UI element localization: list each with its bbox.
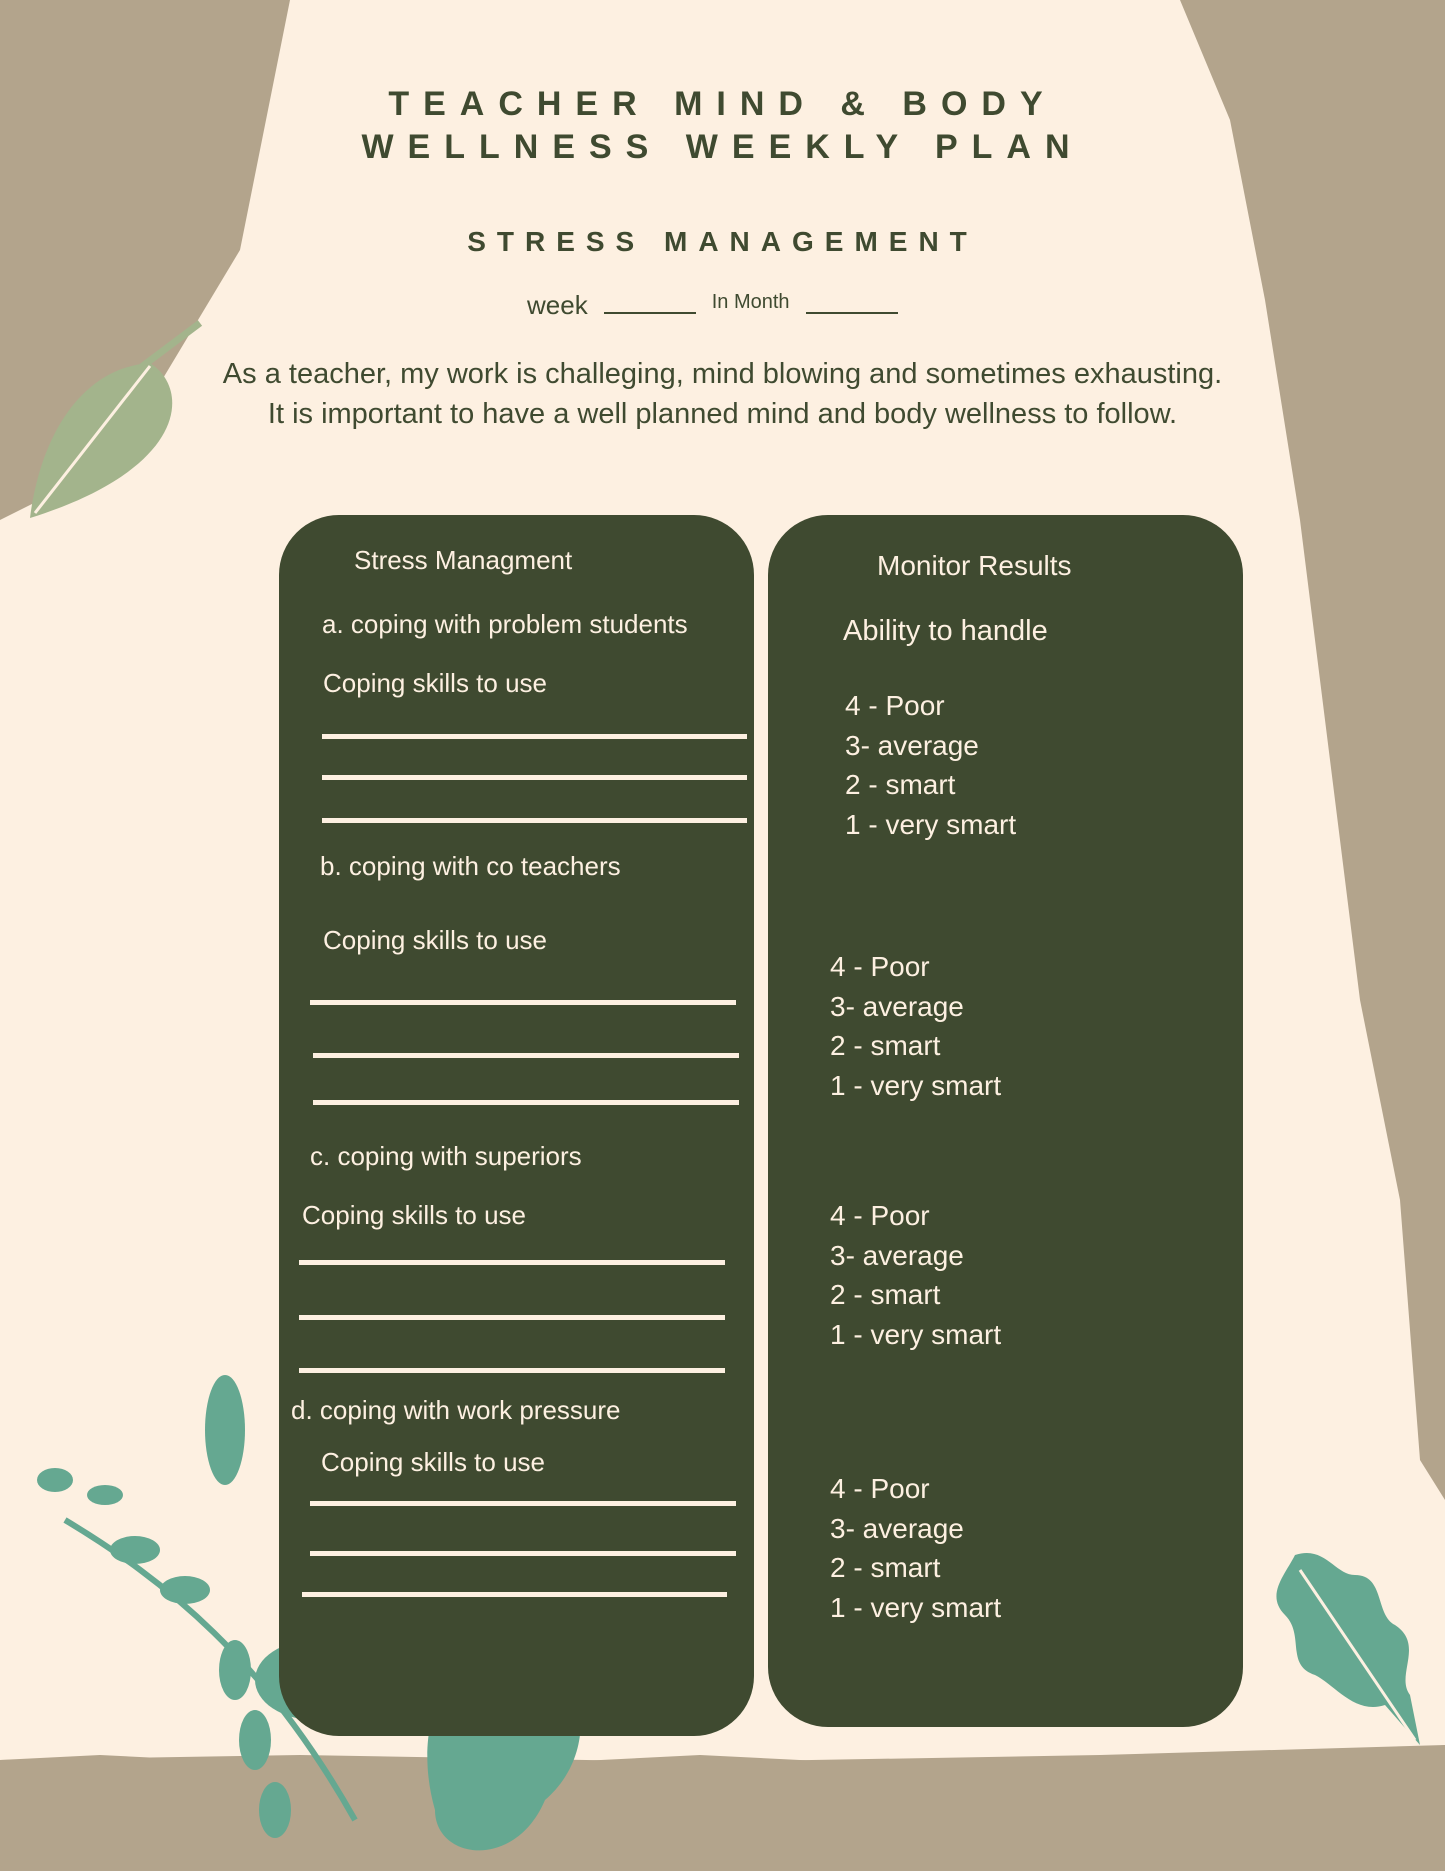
answer-line[interactable] — [322, 818, 747, 823]
rating-option[interactable]: 3- average — [830, 990, 964, 1022]
rating-option[interactable]: 1 - very smart — [830, 1069, 1002, 1101]
rating-option[interactable]: 1 - very smart — [830, 1591, 1002, 1623]
left-panel-heading: Stress Managment — [354, 545, 573, 575]
month-label: In Month — [711, 291, 790, 313]
section-c-title: c. coping with superiors — [310, 1141, 582, 1171]
section-b-title: b. coping with co teachers — [320, 851, 621, 881]
rating-scale-d — [830, 1469, 1001, 1627]
section-title: STRESS MANAGEMENT — [467, 226, 978, 257]
rating-option[interactable]: 3- average — [830, 1239, 964, 1271]
answer-line[interactable] — [322, 775, 747, 780]
answer-line[interactable] — [299, 1368, 725, 1373]
section-d-title: d. coping with work pressure — [291, 1395, 621, 1425]
right-panel-heading: Monitor Results — [877, 550, 1072, 581]
answer-line[interactable] — [310, 1501, 736, 1506]
section-b-prompt: Coping skills to use — [323, 925, 547, 955]
rating-option[interactable]: 1 - very smart — [845, 808, 1017, 840]
rating-scale-c — [830, 1196, 1001, 1354]
rating-option[interactable]: 1 - very smart — [830, 1318, 1002, 1350]
intro-line-1: As a teacher, my work is challeging, mind blowing and sometimes exhausting. — [222, 358, 1223, 390]
page-title-line-2: WELLNESS WEEKLY PLAN — [361, 128, 1084, 166]
answer-line[interactable] — [310, 1551, 736, 1556]
answer-line[interactable] — [313, 1100, 739, 1105]
month-blank[interactable] — [806, 312, 898, 314]
rating-option[interactable]: 4 - Poor — [845, 690, 945, 721]
rating-option[interactable]: 2 - smart — [845, 769, 956, 800]
section-d-prompt: Coping skills to use — [321, 1447, 545, 1477]
week-month-fields — [527, 290, 914, 321]
section-a-title: a. coping with problem students — [322, 609, 688, 639]
page-title-line-1: TEACHER MIND & BODY — [388, 85, 1057, 123]
rating-option[interactable]: 4 - Poor — [830, 1200, 930, 1231]
rating-option[interactable]: 3- average — [830, 1512, 964, 1544]
week-blank[interactable] — [604, 312, 696, 314]
right-panel-subheading: Ability to handle — [843, 615, 1048, 647]
answer-line[interactable] — [299, 1260, 725, 1265]
rating-option[interactable]: 2 - smart — [830, 1279, 941, 1310]
rating-option[interactable]: 2 - smart — [830, 1552, 941, 1583]
rating-option[interactable]: 3- average — [845, 729, 979, 761]
answer-line[interactable] — [310, 1000, 736, 1005]
answer-line[interactable] — [322, 734, 747, 739]
answer-line[interactable] — [302, 1592, 727, 1597]
section-c-prompt: Coping skills to use — [302, 1200, 526, 1230]
intro-line-2: It is important to have a well planned mind and body wellness to follow. — [267, 398, 1178, 430]
answer-line[interactable] — [313, 1053, 739, 1058]
rating-option[interactable]: 2 - smart — [830, 1030, 941, 1061]
rating-scale-a — [845, 686, 1016, 844]
rating-option[interactable]: 4 - Poor — [830, 951, 930, 982]
section-a-prompt: Coping skills to use — [323, 668, 547, 698]
oak-leaf-icon — [1265, 1545, 1425, 1755]
rating-scale-b — [830, 947, 1001, 1105]
answer-line[interactable] — [299, 1315, 725, 1320]
rating-option[interactable]: 4 - Poor — [830, 1473, 930, 1504]
week-label: week — [527, 290, 588, 320]
